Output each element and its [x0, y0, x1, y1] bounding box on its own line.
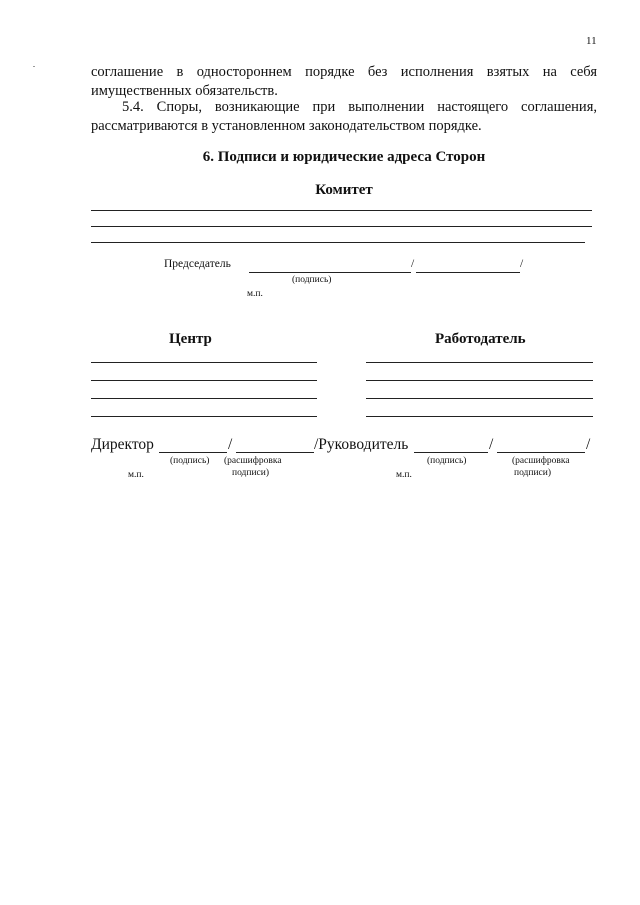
director-signature-caption: (подпись) — [170, 456, 210, 466]
committee-address-line-1 — [91, 210, 592, 211]
head-signature-caption: (подпись) — [427, 456, 467, 466]
employer-address-line-4 — [366, 416, 593, 417]
employer-address-line-3 — [366, 398, 593, 399]
employer-title: Работодатель — [435, 331, 526, 347]
head-label: /Руководитель — [314, 436, 409, 453]
paragraph-continuation-line1: соглашение в одностороннем порядке без исполнения взятых на себя — [91, 64, 597, 80]
head-name-line — [497, 452, 585, 453]
committee-address-line-2 — [91, 226, 592, 227]
committee-title: Комитет — [315, 182, 373, 198]
employer-stamp: м.п. — [396, 470, 412, 480]
director-label: Директор — [91, 436, 154, 453]
center-address-line-3 — [91, 398, 317, 399]
head-slash-2: / — [586, 436, 591, 453]
head-decoding-caption-1: (расшифровка — [512, 456, 570, 466]
director-name-line — [236, 452, 314, 453]
section-title: 6. Подписи и юридические адреса Сторон — [202, 149, 486, 165]
center-stamp: м.п. — [128, 470, 144, 480]
chairman-slash-1: / — [411, 258, 415, 270]
head-slash-1: / — [489, 436, 494, 453]
clause-5-4-line1: 5.4. Споры, возникающие при выполнении настоящего соглашения, — [122, 99, 597, 115]
director-signature-line — [159, 452, 227, 453]
committee-stamp: м.п. — [247, 289, 263, 299]
chairman-label: Председатель — [164, 258, 231, 270]
center-title: Центр — [169, 331, 212, 347]
center-address-line-2 — [91, 380, 317, 381]
employer-address-line-2 — [366, 380, 593, 381]
head-decoding-caption-2: подписи) — [514, 468, 552, 478]
scan-speck — [33, 66, 35, 67]
center-address-line-4 — [91, 416, 317, 417]
chairman-signature-caption: (подпись) — [292, 275, 332, 285]
paragraph-continuation-line2: имущественных обязательств. — [91, 83, 278, 99]
center-address-line-1 — [91, 362, 317, 363]
chairman-slash-2: / — [520, 258, 524, 270]
director-decoding-caption-2: подписи) — [232, 468, 270, 478]
head-signature-line — [414, 452, 488, 453]
clause-5-4-line2: рассматриваются в установленном законодательством порядке. — [91, 118, 482, 134]
page-number: 11 — [586, 35, 597, 47]
committee-address-line-3 — [91, 242, 585, 243]
employer-address-line-1 — [366, 362, 593, 363]
chairman-name-line — [416, 272, 520, 273]
director-slash: / — [228, 436, 233, 453]
chairman-signature-line — [249, 272, 411, 273]
director-decoding-caption-1: (расшифровка — [224, 456, 282, 466]
